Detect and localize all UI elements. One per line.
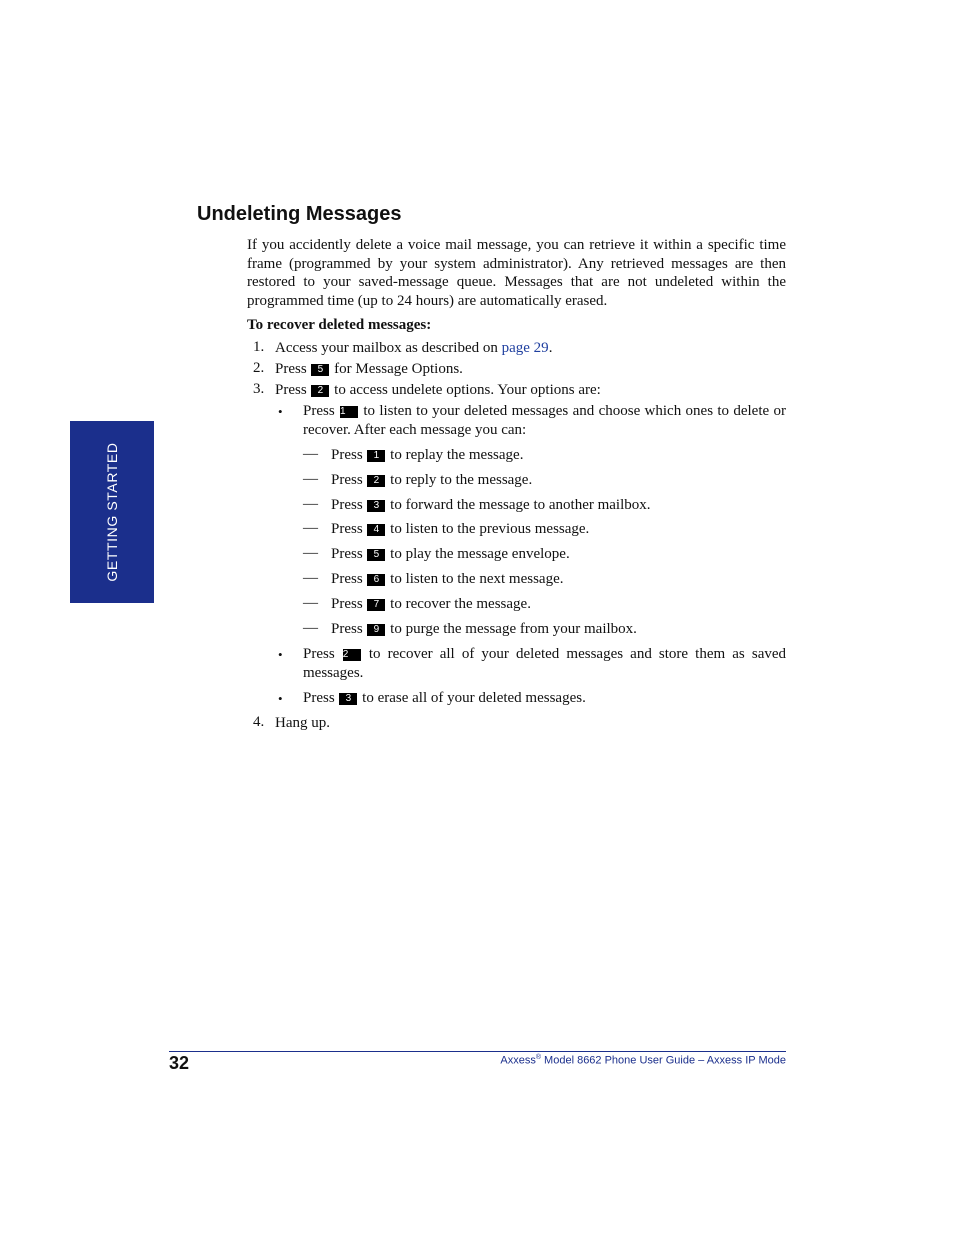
page-link[interactable]: page 29 xyxy=(501,340,549,356)
key-icon: 1 xyxy=(340,406,358,418)
option-text: to listen to your deleted messages and choose which ones to delete or recover. After each message you can: xyxy=(303,403,786,438)
sub-option-text xyxy=(331,471,532,490)
dash-icon: — xyxy=(303,620,318,636)
sub-option-text xyxy=(331,545,570,564)
option-3-text xyxy=(303,689,586,708)
section-side-tab-label: GETTING STARTED xyxy=(104,442,120,582)
procedure-title: To recover deleted messages: xyxy=(247,317,432,333)
dash-icon: — xyxy=(303,446,318,462)
footer-rule xyxy=(169,1051,786,1052)
sub-option-text xyxy=(331,620,637,639)
step-text: . xyxy=(548,340,553,356)
step-text: for Message Options. xyxy=(334,361,463,377)
page-number: 32 xyxy=(169,1053,190,1073)
sub-option-label: Press xyxy=(331,546,363,562)
key-icon: 2 xyxy=(343,649,361,661)
dash-icon: — xyxy=(303,471,318,487)
step-text: to access undelete options. Your options are: xyxy=(334,382,601,398)
step-3-text xyxy=(275,381,601,400)
key-icon: 1 xyxy=(367,450,385,462)
footer-brand: Axxess xyxy=(500,1054,536,1067)
step-text: Press xyxy=(275,382,307,398)
step-number: 2. xyxy=(253,360,265,376)
sub-option-text xyxy=(331,570,563,589)
sub-option-text xyxy=(331,496,651,515)
step-number: 4. xyxy=(253,714,265,730)
footer-title xyxy=(500,1054,786,1067)
sub-option-text xyxy=(331,595,531,614)
dash-icon: — xyxy=(303,595,318,611)
sub-option-text xyxy=(331,446,523,465)
footer-title-rest: Model 8662 Phone User Guide – Axxess IP Mode xyxy=(541,1054,786,1067)
registered-mark: ® xyxy=(535,1054,541,1061)
bullet-icon: • xyxy=(278,647,283,662)
key-icon: 3 xyxy=(339,693,357,705)
sub-option-label: to purge the message from your mailbox. xyxy=(390,621,637,637)
dash-icon: — xyxy=(303,520,318,536)
key-icon: 5 xyxy=(367,549,385,561)
sub-option-label: Press xyxy=(331,571,363,587)
sub-option-label: Press xyxy=(331,521,363,537)
sub-option-label: Press xyxy=(331,497,363,513)
step-number: 3. xyxy=(253,381,265,397)
section-side-tab xyxy=(70,421,154,603)
sub-option-label: to recover the message. xyxy=(390,596,531,612)
sub-option-label: Press xyxy=(331,621,363,637)
key-icon: 2 xyxy=(367,475,385,487)
option-text: Press xyxy=(303,690,335,706)
option-text: Press xyxy=(303,646,335,662)
key-icon: 4 xyxy=(367,524,385,536)
step-2-text xyxy=(275,360,463,379)
sub-option-label: Press xyxy=(331,596,363,612)
step-text: Access your mailbox as described on xyxy=(275,340,502,356)
option-1-text xyxy=(303,402,786,439)
key-icon: 2 xyxy=(311,385,329,397)
sub-option-label: Press xyxy=(331,447,363,463)
option-text: Press xyxy=(303,403,335,419)
key-icon: 9 xyxy=(367,624,385,636)
key-icon: 3 xyxy=(367,500,385,512)
key-icon: 5 xyxy=(311,364,329,376)
intro-paragraph: If you accidently delete a voice mail message, you can retrieve it within a specific time frame (programmed by your system administrator). Any retrieved messages are then restored to your saved-message queue. Messages that are not undeleted within the programmed time (up to 24 hours) are automatically erased. xyxy=(247,237,786,309)
dash-icon: — xyxy=(303,496,318,512)
sub-option-label: to forward the message to another mailbox. xyxy=(390,497,651,513)
sub-option-label: to replay the message. xyxy=(390,447,524,463)
step-text: Press xyxy=(275,361,307,377)
sub-option-label: Press xyxy=(331,472,363,488)
option-text: to erase all of your deleted messages. xyxy=(362,690,586,706)
bullet-icon: • xyxy=(278,691,283,706)
sub-option-text xyxy=(331,520,589,539)
bullet-icon: • xyxy=(278,404,283,419)
key-icon: 6 xyxy=(367,574,385,586)
sub-option-label: to play the message envelope. xyxy=(390,546,570,562)
sub-option-label: to listen to the next message. xyxy=(390,571,564,587)
key-icon: 7 xyxy=(367,599,385,611)
dash-icon: — xyxy=(303,570,318,586)
dash-icon: — xyxy=(303,545,318,561)
sub-option-label: to reply to the message. xyxy=(390,472,533,488)
page-heading: Undeleting Messages xyxy=(197,203,402,225)
step-1-text xyxy=(275,339,552,358)
sub-option-label: to listen to the previous message. xyxy=(390,521,590,537)
step-number: 1. xyxy=(253,339,265,355)
option-2-text xyxy=(303,645,786,682)
step-4-text: Hang up. xyxy=(275,715,330,731)
option-text: to recover all of your deleted messages and store them as saved messages. xyxy=(303,646,787,681)
